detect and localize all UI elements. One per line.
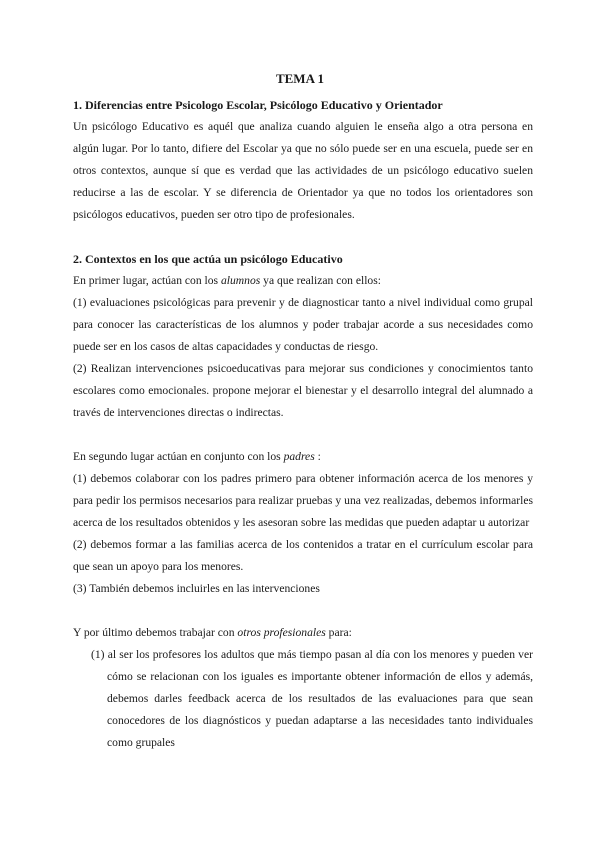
profesionales-item-1: (1) al ser los profesores los adultos que más tiempo pasan al día con los menores y pueden ver cómo se relacionan con los iguales es importante obtener información de ellos y además, debemos darles feedback acerca de los resultados de las evaluaciones para que sean conocedores de los diagnósticos y puedan adaptarse a las necesidades tanto individuales como grupales <box>91 648 533 749</box>
alumnos-item-2: (2) Realizan intervenciones psicoeducativas para mejorar sus condiciones y conocimientos tanto escolares como emocionales. propone mejorar el bienestar y el desarrollo integral del alumnado a través de intervenciones directas o indirectas. <box>73 362 533 419</box>
document-title: TEMA 1 <box>275 71 325 86</box>
alumnos-intro: En primer lugar, actúan con los alumnos ya que realizan con ellos: <box>73 274 381 287</box>
profesionales-emphasis: otros profesionales <box>237 626 326 639</box>
section-2-heading: 2. Contextos en los que actúa un psicólogo Educativo <box>73 252 343 266</box>
padres-item-2: (2) debemos formar a las familias acerca de los contenidos a tratar en el currículum escolar para que sean un apoyo para los menores. <box>73 538 533 573</box>
padres-item-1: (1) debemos colaborar con los padres primero para obtener información acerca de los menores y para pedir los permisos necesarios para realizar pruebas y una vez realizadas, debemos informarles acerca de los resultados obtenidos y les asesoran sobre las medidas que pueden adaptar u autorizar <box>73 472 533 529</box>
spacer <box>73 424 533 446</box>
alumnos-emphasis: alumnos <box>220 274 261 287</box>
section-1-heading: 1. Diferencias entre Psicologo Escolar, Psicólogo Educativo y Orientador <box>73 98 443 112</box>
padres-emphasis: padres <box>283 450 315 463</box>
spacer <box>73 600 533 622</box>
section-1-paragraph: Un psicólogo Educativo es aquél que analiza cuando alguien le enseña algo a otra persona en algún lugar. Por lo tanto, difiere del Escolar ya que no sólo puede ser en una escuela, puede ser en otros contextos, aunque sí que es verdad que las actividades de un psicólogo educativo suelen reducirse a las de escolar. Y se diferencia de Orientador ya que no todos los orientadores son psicólogos educativos, pueden ser otro tipo de profesionales. <box>73 120 533 221</box>
alumnos-item-1: (1) evaluaciones psicológicas para prevenir y de diagnosticar tanto a nivel individual como grupal para conocer las características de los alumnos y poder trabajar acorde a sus necesidades como puede ser en los casos de altas capacidades y conductas de riesgo. <box>73 296 533 353</box>
document-body <box>73 94 533 754</box>
padres-intro: En segundo lugar actúan en conjunto con los padres : <box>73 450 321 463</box>
padres-item-3: (3) También debemos incluirles en las intervenciones <box>73 582 320 595</box>
spacer <box>73 226 533 248</box>
profesionales-intro: Y por último debemos trabajar con otros profesionales para: <box>73 626 352 639</box>
